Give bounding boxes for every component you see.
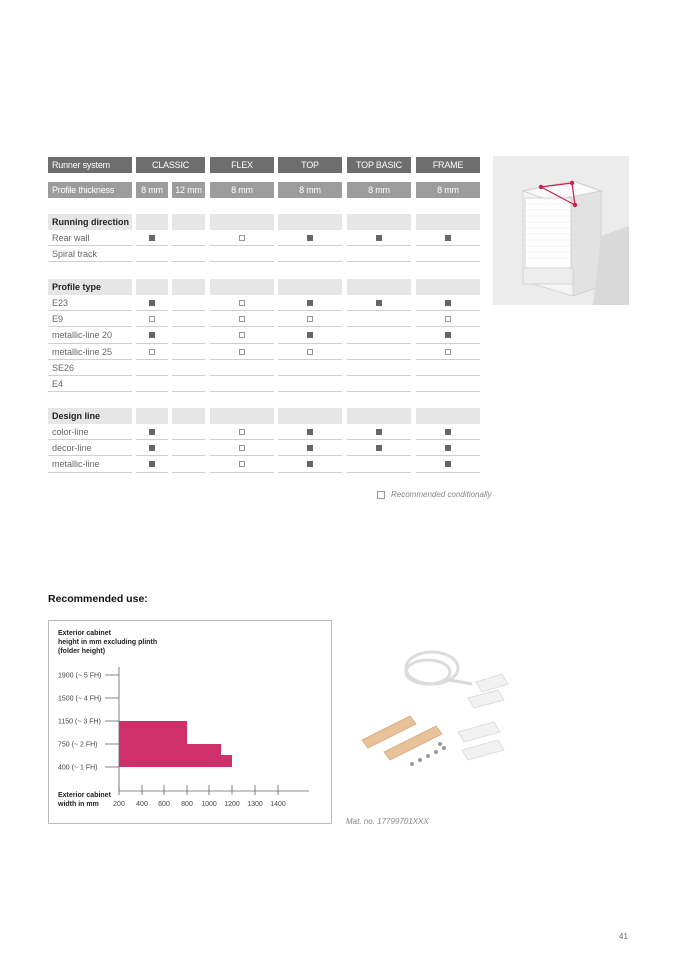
full-mark	[445, 461, 451, 467]
table-row-label: E4	[52, 379, 64, 389]
full-mark	[149, 235, 155, 241]
row-divider	[172, 359, 205, 360]
row-divider	[136, 375, 168, 376]
table-row-label: E23	[52, 298, 69, 308]
row-divider	[416, 343, 480, 344]
full-mark	[307, 300, 313, 306]
full-mark	[445, 445, 451, 451]
product-image	[350, 640, 530, 780]
row-divider	[210, 245, 274, 246]
conditional-mark	[445, 316, 451, 322]
table-row-label: metallic-line	[52, 459, 100, 470]
section-header-cell	[278, 214, 342, 230]
row-divider	[278, 472, 342, 473]
table-row-label: metallic-line 25	[52, 346, 113, 357]
row-divider	[210, 310, 274, 311]
full-mark	[445, 300, 451, 306]
conditional-mark	[239, 300, 245, 306]
conditional-mark	[239, 316, 245, 322]
conditional-mark	[307, 349, 313, 355]
row-divider	[172, 245, 205, 246]
conditional-mark	[239, 332, 245, 338]
row-divider	[136, 310, 168, 311]
row-divider	[347, 455, 411, 456]
thickness-cell: 8 mm	[136, 182, 168, 198]
section-header-cell	[172, 214, 205, 230]
y-axis-label: (folder height)	[58, 648, 106, 655]
row-divider	[136, 359, 168, 360]
row-divider	[416, 261, 480, 262]
row-divider	[278, 343, 342, 344]
x-tick-label: 1400	[270, 801, 286, 808]
row-divider	[136, 343, 168, 344]
section-title: Running direction	[52, 217, 129, 227]
row-divider	[347, 310, 411, 311]
full-mark	[376, 429, 382, 435]
row-divider	[278, 439, 342, 440]
row-divider	[416, 439, 480, 440]
conditional-mark	[239, 349, 245, 355]
conditional-mark	[239, 235, 245, 241]
conditional-mark	[445, 349, 451, 355]
thickness-cell: 8 mm	[278, 182, 342, 198]
row-divider	[48, 310, 132, 311]
row-divider	[48, 472, 132, 473]
full-mark	[149, 429, 155, 435]
y-tick-label: 750 (~ 2 FH)	[58, 741, 98, 749]
row-divider	[416, 391, 480, 392]
row-divider	[136, 261, 168, 262]
header-label: Runner system	[48, 157, 132, 173]
section-header-cell	[278, 408, 342, 424]
full-mark	[149, 461, 155, 467]
section-header-cell	[416, 408, 480, 424]
conditional-mark	[149, 349, 155, 355]
row-divider	[278, 359, 342, 360]
row-divider	[210, 375, 274, 376]
full-mark	[445, 235, 451, 241]
recommended-area	[119, 721, 232, 767]
table-row-label: metallic-line 20	[52, 330, 113, 341]
row-divider	[416, 245, 480, 246]
row-divider	[136, 455, 168, 456]
row-divider	[172, 455, 205, 456]
full-mark	[307, 429, 313, 435]
full-mark	[307, 332, 313, 338]
row-divider	[416, 310, 480, 311]
row-divider	[210, 359, 274, 360]
section-header-cell	[136, 214, 168, 230]
product-caption: Mat. no. 17799701XXX	[346, 817, 429, 826]
x-tick-label: 400	[136, 801, 148, 808]
row-divider	[210, 326, 274, 327]
conditional-square-icon	[377, 491, 385, 499]
conditional-mark	[307, 316, 313, 322]
x-tick-label: 1200	[224, 801, 240, 808]
page-number: 41	[619, 932, 628, 941]
section-header-cell	[347, 279, 411, 295]
row-divider	[278, 261, 342, 262]
x-tick-label: 200	[113, 801, 125, 808]
x-tick-label: 800	[181, 801, 193, 808]
row-divider	[172, 439, 205, 440]
row-divider	[416, 375, 480, 376]
y-tick-label: 1150 (~ 3 FH)	[58, 718, 101, 726]
subheader-label: Profile thickness	[48, 182, 132, 198]
full-mark	[445, 429, 451, 435]
thickness-cell: 12 mm	[172, 182, 205, 198]
legend	[377, 490, 492, 499]
row-divider	[278, 326, 342, 327]
row-divider	[210, 261, 274, 262]
x-tick-label: 1000	[201, 801, 217, 808]
x-axis-label: width in mm	[58, 801, 99, 808]
recommended-use-chart	[49, 621, 331, 823]
y-tick-label: 1900 (~ 5 FH)	[58, 672, 102, 680]
full-mark	[149, 445, 155, 451]
table-row-label: SE26	[52, 362, 75, 373]
row-divider	[172, 343, 205, 344]
thickness-cell: 8 mm	[210, 182, 274, 198]
x-axis-label: Exterior cabinet	[58, 792, 111, 799]
table-row-label: color-line	[52, 427, 89, 437]
row-divider	[347, 439, 411, 440]
row-divider	[416, 359, 480, 360]
row-divider	[347, 359, 411, 360]
row-divider	[48, 326, 132, 327]
header-col-classic: CLASSIC	[136, 157, 205, 173]
section-header-cell	[210, 214, 274, 230]
section-header-cell	[172, 408, 205, 424]
recommended-use-heading: Recommended use:	[48, 593, 148, 605]
section-header-cell	[210, 408, 274, 424]
row-divider	[136, 326, 168, 327]
row-divider	[172, 261, 205, 262]
full-mark	[307, 445, 313, 451]
conditional-mark	[149, 316, 155, 322]
row-divider	[48, 343, 132, 344]
header-col-top: TOP	[278, 157, 342, 173]
x-tick-label: 600	[158, 801, 170, 808]
section-title: Profile type	[52, 282, 102, 292]
conditional-mark	[239, 461, 245, 467]
row-divider	[347, 261, 411, 262]
section-header-cell	[347, 214, 411, 230]
row-divider	[48, 439, 132, 440]
table-row-label: Spiral track	[52, 249, 98, 260]
section-title: Design line	[52, 411, 101, 421]
row-divider	[172, 326, 205, 327]
cabinet-icon	[493, 156, 629, 305]
conditional-mark	[239, 429, 245, 435]
row-divider	[416, 472, 480, 473]
full-mark	[376, 235, 382, 241]
section-header-cell	[172, 279, 205, 295]
y-tick-label: 400 (~ 1 FH)	[58, 764, 98, 772]
conditional-mark	[239, 445, 245, 451]
full-mark	[376, 300, 382, 306]
y-tick-label: 1500 (~ 4 FH)	[58, 695, 102, 703]
legend-text: Recommended conditionally	[391, 490, 492, 499]
full-mark	[307, 461, 313, 467]
table-row-label: decor-line	[52, 443, 92, 454]
y-axis-label: Exterior cabinet	[58, 630, 111, 637]
row-divider	[136, 439, 168, 440]
row-divider	[347, 343, 411, 344]
row-divider	[347, 326, 411, 327]
header-col-frame: FRAME	[416, 157, 480, 173]
full-mark	[376, 445, 382, 451]
section-header-cell	[416, 279, 480, 295]
accessory-kit-icon	[350, 640, 530, 780]
cabinet-illustration	[493, 156, 629, 305]
table-row-label: Rear wall	[52, 233, 90, 243]
row-divider	[172, 472, 205, 473]
header-col-top-basic: TOP BASIC	[347, 157, 411, 173]
section-header-cell	[136, 408, 168, 424]
row-divider	[210, 472, 274, 473]
row-divider	[278, 310, 342, 311]
row-divider	[172, 375, 205, 376]
row-divider	[48, 375, 132, 376]
row-divider	[347, 375, 411, 376]
row-divider	[416, 455, 480, 456]
full-mark	[445, 332, 451, 338]
full-mark	[307, 235, 313, 241]
row-divider	[172, 391, 205, 392]
row-divider	[347, 472, 411, 473]
row-divider	[48, 455, 132, 456]
row-divider	[347, 391, 411, 392]
row-divider	[48, 245, 132, 246]
chart-box	[48, 620, 332, 824]
row-divider	[347, 245, 411, 246]
row-divider	[278, 455, 342, 456]
row-divider	[136, 391, 168, 392]
section-header-cell	[278, 279, 342, 295]
row-divider	[136, 472, 168, 473]
row-divider	[48, 261, 132, 262]
row-divider	[278, 245, 342, 246]
row-divider	[278, 375, 342, 376]
section-header-cell	[416, 214, 480, 230]
row-divider	[48, 391, 132, 392]
table-row-label: E9	[52, 314, 64, 325]
y-axis-label: height in mm excluding plinth	[58, 639, 158, 646]
thickness-cell: 8 mm	[347, 182, 411, 198]
row-divider	[210, 439, 274, 440]
thickness-cell: 8 mm	[416, 182, 480, 198]
row-divider	[278, 391, 342, 392]
full-mark	[149, 300, 155, 306]
row-divider	[136, 245, 168, 246]
row-divider	[48, 359, 132, 360]
row-divider	[210, 455, 274, 456]
full-mark	[149, 332, 155, 338]
section-header-cell	[347, 408, 411, 424]
section-header-cell	[136, 279, 168, 295]
row-divider	[210, 343, 274, 344]
row-divider	[210, 391, 274, 392]
x-tick-label: 1300	[247, 801, 263, 808]
row-divider	[416, 326, 480, 327]
section-header-cell	[210, 279, 274, 295]
header-col-flex: FLEX	[210, 157, 274, 173]
row-divider	[172, 310, 205, 311]
